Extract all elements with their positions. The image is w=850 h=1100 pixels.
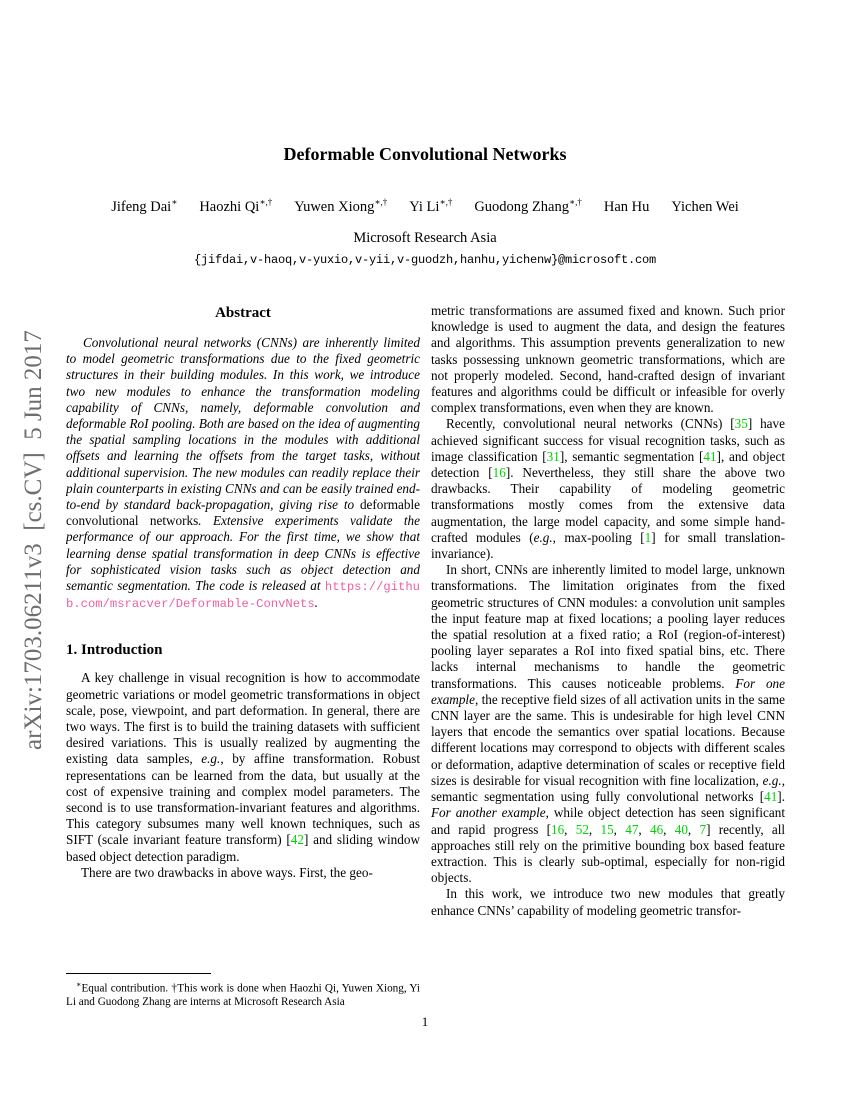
text-segment: , [638, 821, 650, 837]
author-affil-marker: ∗,† [374, 197, 388, 208]
text-segment: , [588, 821, 601, 837]
right-column [431, 303, 785, 1015]
text-segment: ]. Nevertheless, they still share the above two drawbacks. Their capability of modeling geometric transformations mostly comes from the extensive data augmentation, the large model capacity, and some simple hand-crafted modules ( [431, 465, 785, 545]
citation-link[interactable]: 46 [649, 821, 664, 837]
text-segment: For another example [431, 805, 546, 821]
text-segment: e.g. [762, 772, 782, 788]
text-segment: , max-pooling [ [552, 529, 645, 545]
citation-link[interactable]: 15 [600, 821, 614, 837]
citation-link[interactable]: 47 [625, 821, 639, 837]
text-segment: A key challenge in visual recognition is how to accommodate geometric variations or model geometric transformations in object scale, pose, viewpoint, and part deformation. In general, there are two ways. The first is to build the training datasets with sufficient desired variations. This is usually realized by augmenting the existing data samples, [66, 670, 420, 767]
author-han-hu [604, 198, 650, 216]
page-number: 1 [421, 1014, 429, 1029]
author-name: Han Hu [603, 199, 650, 215]
text-segment: , the receptive field sizes of all activation units in the same CNN layer are the same. This is undesirable for high level CNN layers that encode the semantics over spatial locations. Because different locations may correspond to objects with different scales or deformation, adaptive determination of scales or receptive field sizes is desirable for visual recognition with fine localization, [431, 691, 785, 788]
text-segment: , [687, 821, 700, 837]
footnote-rule [66, 973, 211, 974]
text-segment: ] recently, all approaches still rely on the primitive bounding box based feature extraction. This is clearly sub-optimal, especially for non-rigid objects. [431, 821, 785, 886]
citation-link[interactable]: 7 [699, 821, 707, 837]
author-name: Guodong Zhang [474, 199, 569, 215]
author-jifeng-dai [111, 198, 177, 216]
paper-title: Deformable Convolutional Networks [283, 144, 567, 164]
author-name: Yuwen Xiong [294, 199, 375, 215]
text-segment: In short, CNNs are inherently limited to model large, unknown transformations. The limitation originates from the fixed geometric structures of CNN modules: a convolution unit samples the input feature map at fixed locations; a pooling layer reduces the spatial resolution at a fixed ratio; a RoI (region-of-interest) pooling layer separates a RoI into fixed spatial bins, etc. There lacks internal mechanisms to handle the geometric transformations. This causes noticeable problems. [431, 562, 785, 691]
body-paragraph-4 [431, 886, 785, 918]
text-segment: There are two drawbacks in above ways. First, the geo- [81, 864, 373, 880]
author-affil-marker: ∗,† [439, 197, 453, 208]
text-segment: ] and sliding window based object detection paradigm. [66, 832, 420, 864]
text-segment: ]. [777, 789, 785, 805]
author-list [0, 198, 850, 216]
text-segment: In this work, we introduce two new modules that greatly enhance CNNs’ capability of modeling geometric transfor- [431, 886, 785, 918]
url-link[interactable]: https://github.com/msracver/Deformable-ConvNets [66, 580, 420, 612]
citation-link[interactable]: 40 [674, 821, 688, 837]
author-affil-marker: ∗,† [259, 197, 273, 208]
text-segment: , semantic segmentation using fully convolutional networks [ [431, 772, 785, 805]
paper-header [0, 143, 850, 268]
text-segment: ], and object detection [ [431, 448, 785, 481]
text-segment: . [314, 595, 318, 611]
author-affil-marker: ∗,† [568, 197, 582, 208]
citation-link[interactable]: 41 [764, 789, 778, 805]
citation-link[interactable]: 42 [290, 832, 304, 848]
text-segment: e.g. [201, 751, 221, 767]
author-yuwen-xiong [294, 198, 387, 216]
left-column [66, 303, 420, 1015]
affiliation: Microsoft Research Asia [353, 230, 497, 246]
two-column-body [66, 303, 785, 1015]
citation-link[interactable]: 41 [703, 448, 717, 464]
section-heading-introduction: 1. Introduction [66, 642, 163, 659]
author-name: Jifeng Dai [111, 199, 172, 215]
body-paragraph-2 [431, 416, 785, 562]
author-haozhi-qi [199, 198, 272, 216]
text-segment: e.g. [533, 529, 553, 545]
citation-link[interactable]: 31 [546, 448, 560, 464]
text-segment: For one example [431, 675, 785, 707]
citation-link[interactable]: 35 [734, 416, 748, 432]
text-segment: , [613, 821, 626, 837]
citation-link[interactable]: 16 [550, 821, 565, 837]
intro-paragraph-2 [66, 865, 420, 881]
text-segment: , [663, 821, 675, 837]
author-yi-li [409, 198, 452, 216]
email-line: {jifdai,v-haoq,v-yuxio,v-yii,v-guodzh,hanhu,yichenw}@microsoft.com [193, 253, 657, 267]
footnote-text [66, 978, 420, 1010]
body-paragraph-3 [431, 562, 785, 886]
footnote [66, 973, 420, 1010]
citation-link[interactable]: 52 [575, 821, 589, 837]
citation-link[interactable]: 1 [644, 529, 652, 545]
text-segment: deformable convolutional networks [66, 497, 420, 529]
author-guodong-zhang [474, 198, 582, 216]
abstract-text [66, 335, 420, 612]
text-segment: ∗ [76, 979, 82, 989]
abstract-heading: Abstract [215, 305, 271, 321]
author-name: Haozhi Qi [199, 199, 260, 215]
text-segment: metric transformations are assumed fixed and known. Such prior knowledge is used to augment the data, and design the features and algorithms. This assumption prevents generalization to new tasks possessing unknown geometric transformations, which are not properly modeled. Second, hand-crafted design of invariant features and algorithms could be difficult or infeasible for overly complex transformations, even when they are known. [431, 303, 785, 416]
text-segment: ] for small translation-invariance). [431, 529, 785, 562]
text-segment: ] have achieved significant success for visual recognition tasks, such as image classification [ [431, 416, 785, 464]
author-name: Yi Li [409, 199, 440, 215]
text-segment: ], semantic segmentation [ [559, 448, 704, 464]
text-segment: Equal contribution. †This work is done when Haozhi Qi, Yuwen Xiong, Yi Li and Guodong Zhang are interns at Microsoft Research Asia [66, 982, 420, 1009]
intro-paragraph-1 [66, 670, 420, 864]
author-name: Yichen Wei [671, 199, 739, 215]
text-segment: , by affine transformation. Robust representations can be learned from the data, but usually at the cost of expensive training and complex model parameters. The second is to use transformation-invariant features and algorithms. This category subsumes many well known techniques, such as SIFT (scale invariant feature transform) [ [66, 751, 420, 848]
author-yichen-wei [671, 198, 738, 216]
text-segment: . Extensive experiments validate the performance of our approach. For the first time, we show that learning dense spatial transformation in deep CNNs is effective for sophisticated vision tasks such as object detection and semantic segmentation. The code is released at [66, 513, 420, 594]
text-segment: , while object detection has seen significant and rapid progress [ [431, 805, 785, 837]
arxiv-banner: arXiv:1703.06211v3 [cs.CV] 5 Jun 2017 [20, 330, 47, 750]
text-segment: Convolutional neural networks (CNNs) are inherently limited to model geometric transformations due to the fixed geometric structures in their building modules. In this work, we introduce two new modules to enhance the transformation modeling capability of CNNs, namely, deformable convolution and deformable RoI pooling. Both are based on the idea of augmenting the spatial sampling locations in the modules with additional offsets and learning the offsets from the target tasks, without additional supervision. The new modules can readily replace their plain counterparts in existing CNNs and can be easily trained end-to-end by standard back-propagation, giving rise to [66, 335, 420, 513]
text-segment: Recently, convolutional neural networks (CNNs) [ [446, 416, 735, 432]
citation-link[interactable]: 16 [492, 465, 506, 481]
author-affil-marker: ∗ [171, 197, 178, 208]
body-paragraph-1 [431, 303, 785, 416]
text-segment: , [564, 821, 576, 837]
